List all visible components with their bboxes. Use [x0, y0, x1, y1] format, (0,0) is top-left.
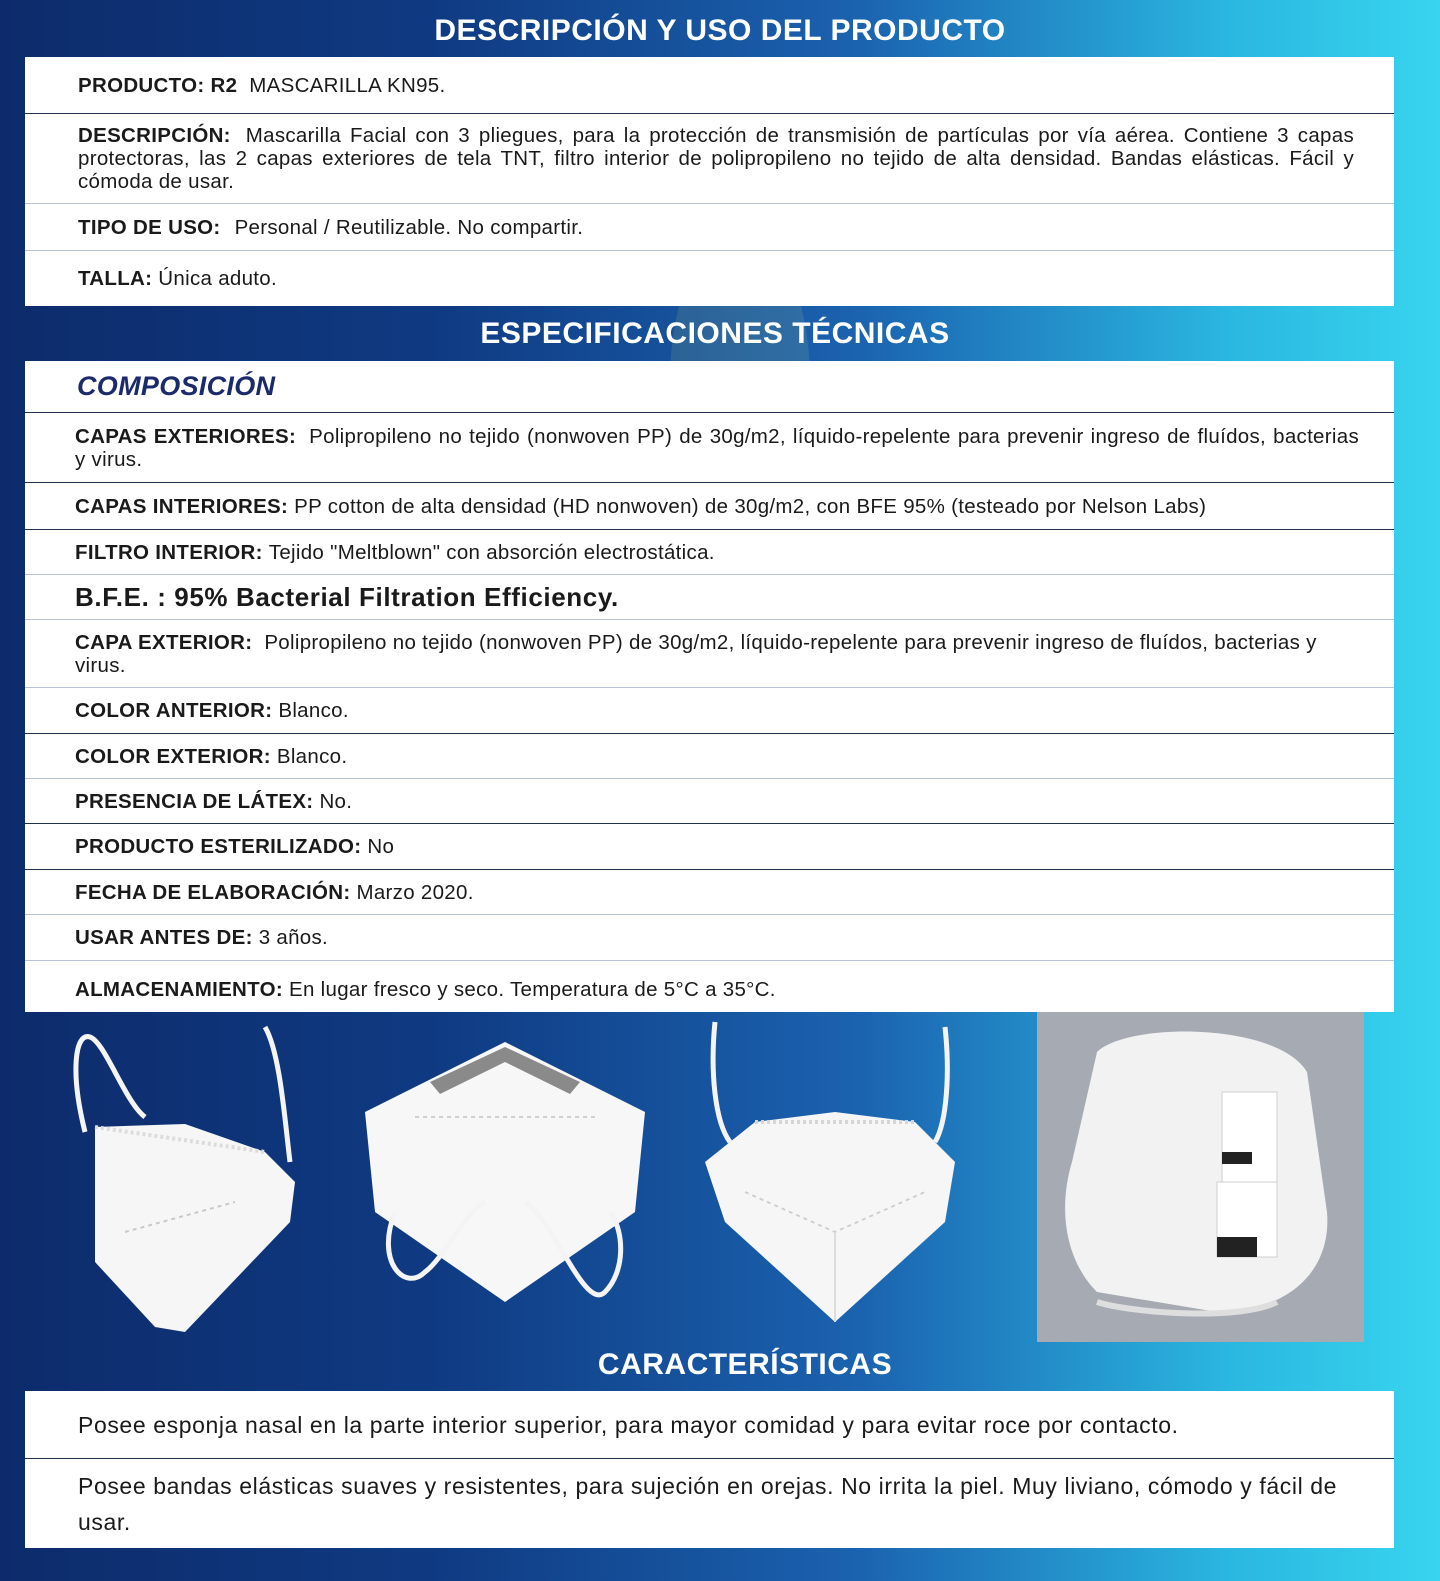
description-text: [78, 124, 1354, 193]
row-outer-color: [25, 734, 1394, 779]
row-value: No: [367, 835, 395, 858]
row-label: DESCRIPCIÓN:: [78, 124, 231, 147]
row-usage-type: [25, 204, 1394, 251]
section-title-text: ESPECIFICACIONES TÉCNICAS: [480, 317, 950, 350]
feature-item: [25, 1459, 1394, 1548]
product-photos: [25, 1012, 1415, 1342]
row-value: Marzo 2020.: [356, 880, 474, 904]
row-label: TALLA:: [78, 267, 153, 290]
row-label: ALMACENAMIENTO:: [75, 977, 283, 1001]
specifications-panel: [25, 361, 1394, 1012]
section-title-specifications: [0, 311, 1440, 357]
product-code: R2: [210, 73, 238, 97]
row-bfe: [25, 575, 1394, 620]
composition-heading: COMPOSICIÓN: [77, 371, 276, 401]
row-description: [25, 114, 1394, 204]
row-label: USAR ANTES DE:: [75, 926, 253, 949]
row-label: COLOR ANTERIOR:: [75, 699, 273, 722]
row-sterilized: [25, 824, 1394, 870]
bfe-statement: B.F.E. : 95% Bacterial Filtration Efficiency.: [75, 581, 619, 612]
section-title-text: CARACTERÍSTICAS: [597, 1348, 893, 1381]
row-label: PRESENCIA DE LÁTEX:: [75, 789, 314, 813]
row-label: PRODUCTO:: [78, 73, 205, 97]
mask-package-image: [1037, 1012, 1364, 1342]
row-value: Mascarilla Facial con 3 pliegues, para la protección de transmisión de partículas por vía aérea. Contiene 3 capas protectoras, las 2 capas exteriores de tela TNT, filtro interior de polipropileno no tejido de alta densidad. Bandas elásticas. Fácil y cómoda de usar.: [78, 124, 1354, 193]
row-value: PP cotton de alta densidad (HD nonwoven) de 30g/m2, con BFE 95% (testeado por Nelson Labs): [294, 494, 1207, 518]
row-label: CAPA EXTERIOR:: [75, 630, 253, 654]
row-value: Polipropileno no tejido (nonwoven PP) de 30g/m2, líquido-repelente para prevenir ingreso de fluídos, bacterias y virus.: [75, 630, 1317, 677]
section-title-description: [0, 8, 1440, 54]
row-product: [25, 57, 1394, 114]
row-label: TIPO DE USO:: [78, 215, 221, 239]
row-label: CAPAS INTERIORES:: [75, 494, 289, 518]
row-inner-filter: [25, 530, 1394, 575]
row-value: Polipropileno no tejido (nonwoven PP) de 30g/m2, líquido-repelente para prevenir ingreso de fluídos, bacterias y virus.: [75, 424, 1359, 471]
row-value: 3 años.: [258, 926, 329, 949]
row-outer-layers: [25, 413, 1394, 483]
section-title-features: [0, 1342, 1440, 1388]
row-value: Blanco.: [278, 699, 349, 722]
row-value: Única aduto.: [158, 267, 277, 290]
mask-inner-view-image: [355, 1012, 655, 1342]
composition-heading-row: [25, 361, 1394, 413]
feature-text: Posee bandas elásticas suaves y resistentes, para sujeción en orejas. No irrita la piel. Muy liviano, cómodo y fácil de usar.: [78, 1472, 1338, 1535]
description-panel: [25, 57, 1394, 306]
row-value: No.: [319, 789, 353, 813]
section-title-text: DESCRIPCIÓN Y USO DEL PRODUCTO: [434, 14, 1006, 47]
mask-side-view-image: [65, 1012, 325, 1342]
row-value: Blanco.: [276, 744, 348, 768]
row-value: En lugar fresco y seco. Temperatura de 5°C a 35°C.: [288, 977, 776, 1001]
row-label: PRODUCTO ESTERILIZADO:: [75, 835, 362, 858]
feature-text: Posee esponja nasal en la parte interior superior, para mayor comidad y para evitar roce por contacto.: [78, 1411, 1179, 1438]
row-value: MASCARILLA KN95.: [249, 73, 446, 97]
row-latex: [25, 779, 1394, 824]
features-panel: [25, 1391, 1394, 1548]
row-expiry: [25, 915, 1394, 961]
row-storage: [25, 961, 1394, 1017]
package-illustration: [1037, 1012, 1364, 1342]
outer-layers-text: [75, 425, 1359, 471]
row-outer-layer: [25, 620, 1394, 688]
row-manufacture-date: [25, 870, 1394, 915]
mask-front-view-image: [685, 1012, 985, 1342]
row-label: COLOR EXTERIOR:: [75, 744, 271, 768]
row-label: CAPAS EXTERIORES:: [75, 424, 297, 448]
feature-item: [25, 1391, 1394, 1459]
row-inner-layers: [25, 483, 1394, 530]
row-label: FECHA DE ELABORACIÓN:: [75, 880, 351, 904]
row-label: FILTRO INTERIOR:: [75, 540, 263, 564]
row-value: Tejido "Meltblown" con absorción electrostática.: [268, 540, 715, 564]
row-size: [25, 251, 1394, 306]
row-front-color: [25, 688, 1394, 734]
row-value: Personal / Reutilizable. No compartir.: [234, 215, 584, 239]
outer-layer-text: [75, 631, 1359, 677]
